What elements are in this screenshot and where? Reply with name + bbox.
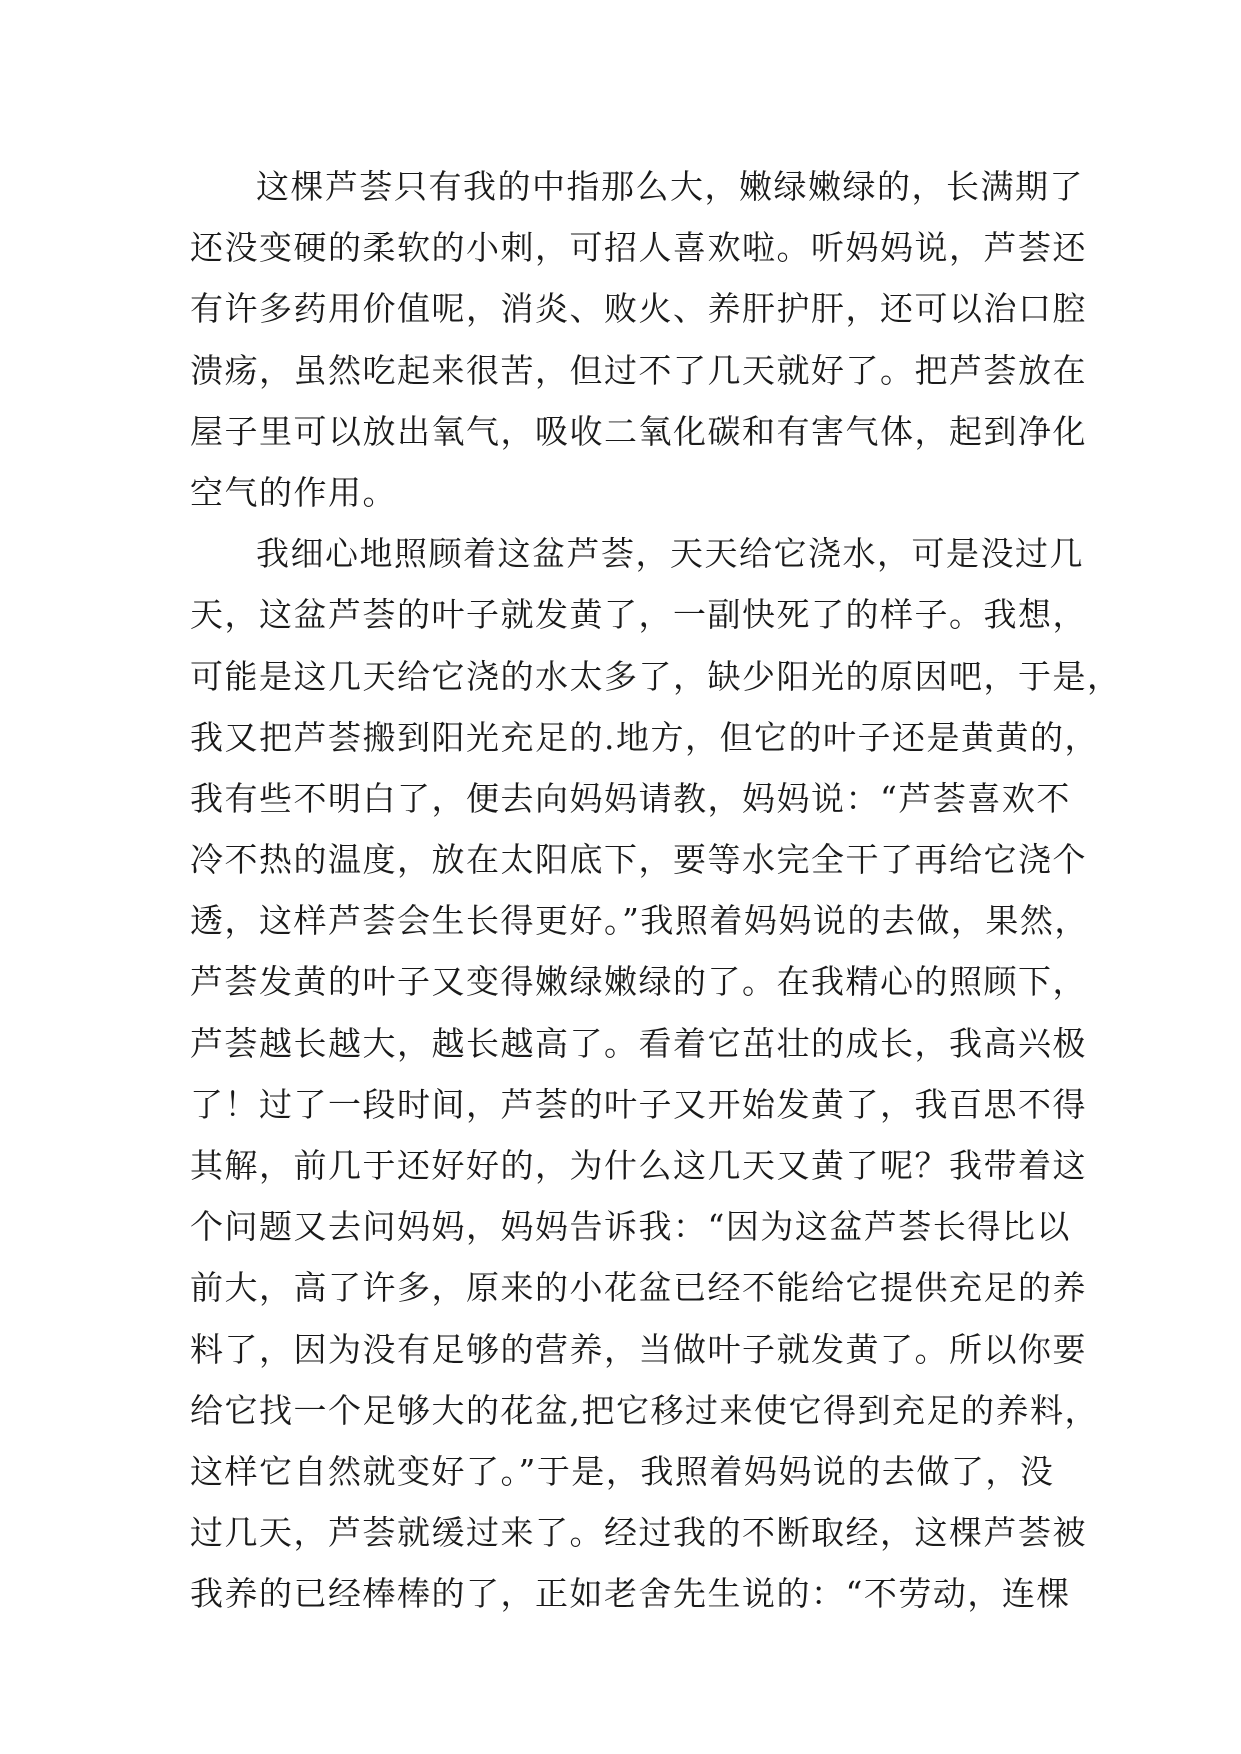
text-line: 我又把芦荟搬到阳光充足的.地方，但它的叶子还是黄黄的， <box>190 717 1099 757</box>
text-line: 有许多药用价值呢，消炎、败火、养肝护肝，还可以治口腔 <box>190 289 1087 329</box>
text-line: 个问题又去问妈妈，妈妈告诉我：“因为这盆芦荟长得比以 <box>190 1207 1071 1247</box>
text-line: 我细心地照顾着这盆芦荟，天天给它浇水，可是没过几 <box>256 534 1084 574</box>
text-line: 天，这盆芦荟的叶子就发黄了，一副快死了的样子。我想， <box>190 595 1087 635</box>
body-text <box>190 156 1122 1625</box>
text-line: 屋子里可以放出氧气，吸收二氧化碳和有害气体，起到净化 <box>190 411 1087 451</box>
text-line: 料了，因为没有足够的营养，当做叶子就发黄了。所以你要 <box>190 1329 1087 1369</box>
text-line: 冷不热的温度，放在太阳底下，要等水完全干了再给它浇个 <box>190 840 1087 880</box>
text-line: 还没变硬的柔软的小刺，可招人喜欢啦。听妈妈说，芦荟还 <box>190 228 1087 268</box>
text-line: 透，这样芦荟会生长得更好。”我照着妈妈说的去做，果然， <box>190 901 1089 941</box>
text-line: 溃疡，虽然吃起来很苦，但过不了几天就好了。把芦荟放在 <box>190 350 1087 390</box>
text-line: 我养的已经棒棒的了，正如老舍先生说的：“不劳动，连棵 <box>190 1574 1071 1614</box>
paragraph-2 <box>190 523 1122 1624</box>
text-line: 给它找一个足够大的花盆,把它移过来使它得到充足的养料， <box>190 1390 1099 1430</box>
text-line: 可能是这几天给它浇的水太多了，缺少阳光的原因吧，于是， <box>190 656 1122 696</box>
paragraph-1 <box>190 156 1087 523</box>
text-line: 芦荟发黄的叶子又变得嫩绿嫩绿的了。在我精心的照顾下， <box>190 962 1087 1002</box>
text-line: 了！过了一段时间，芦荟的叶子又开始发黄了，我百思不得 <box>190 1084 1087 1124</box>
text-line: 这棵芦荟只有我的中指那么大，嫩绿嫩绿的，长满期了 <box>256 167 1084 206</box>
text-line: 过几天，芦荟就缓过来了。经过我的不断取经，这棵芦荟被 <box>190 1513 1087 1553</box>
text-line: 这样它自然就变好了。”于是，我照着妈妈说的去做了，没 <box>190 1451 1055 1491</box>
text-line: 其解，前几于还好好的，为什么这几天又黄了呢？我带着这 <box>190 1146 1087 1185</box>
text-line: 前大，高了许多，原来的小花盆已经不能给它提供充足的养 <box>190 1268 1087 1308</box>
text-line: 空气的作用。 <box>190 472 397 512</box>
text-line: 芦荟越长越大，越长越高了。看着它茁壮的成长，我高兴极 <box>190 1023 1087 1063</box>
text-line: 我有些不明白了，便去向妈妈请教，妈妈说：“芦荟喜欢不 <box>190 778 1071 818</box>
